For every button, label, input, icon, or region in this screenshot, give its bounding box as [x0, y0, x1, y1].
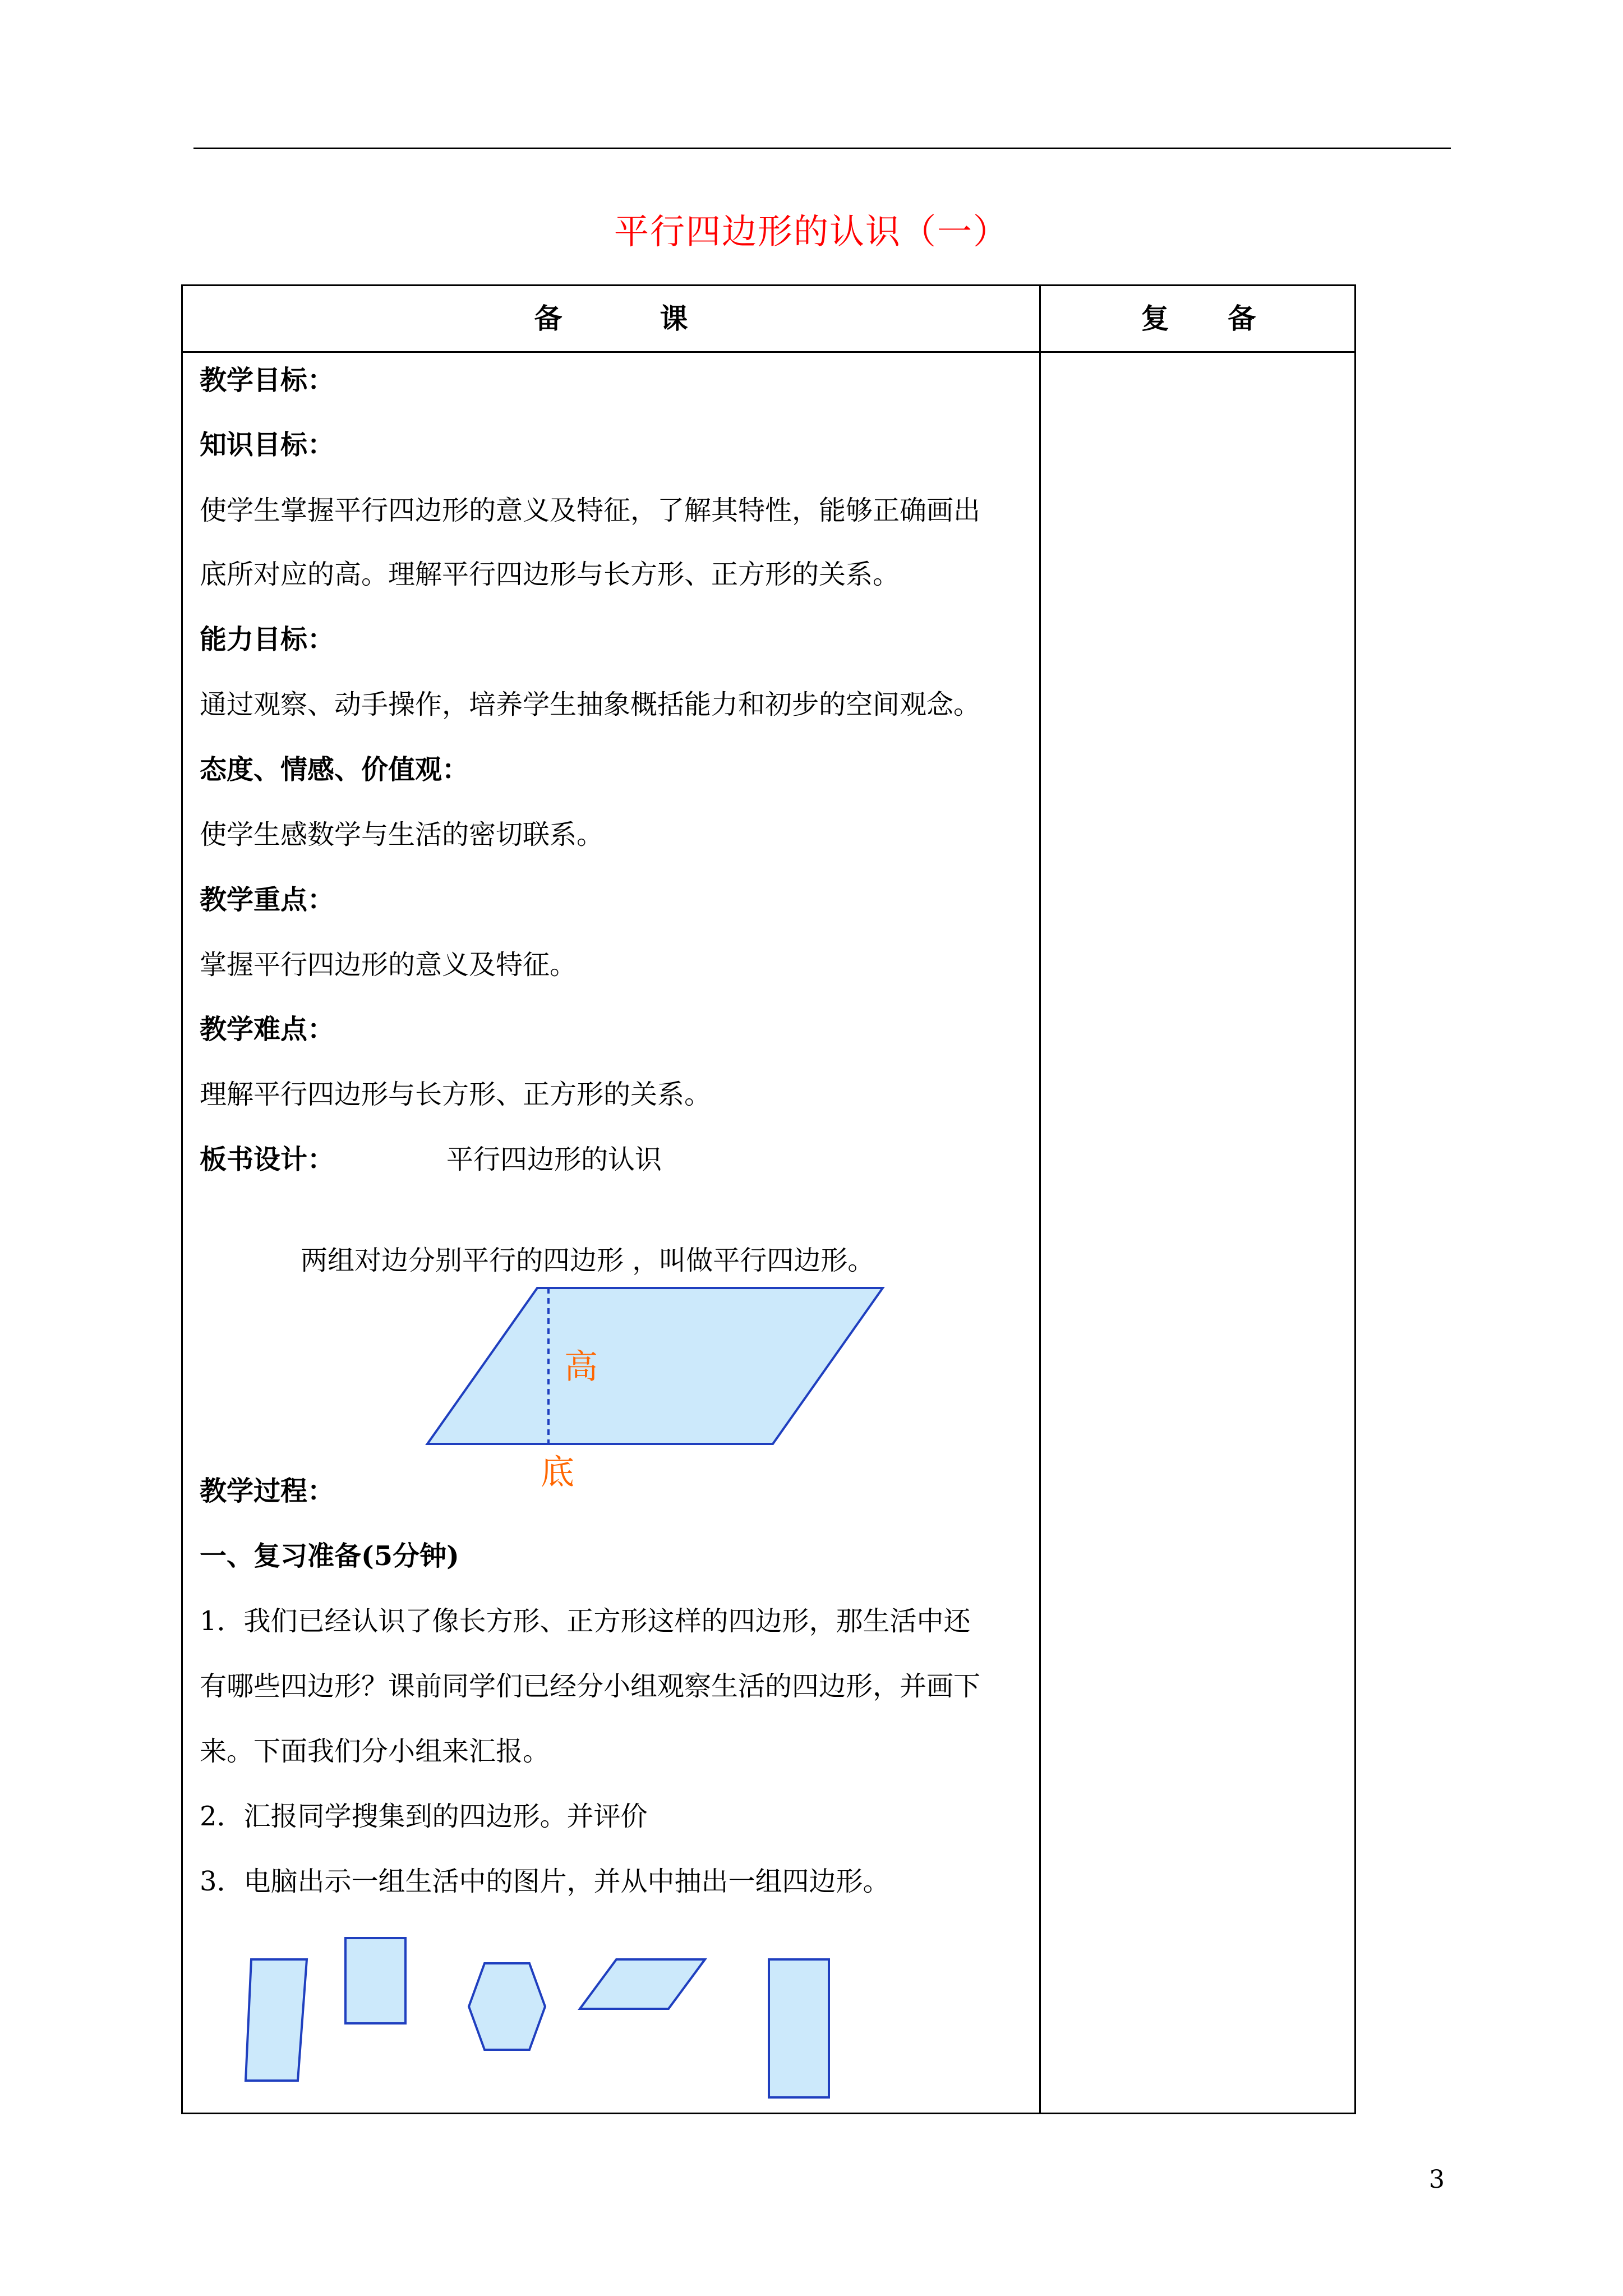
small-parallelogram-shape: [580, 1959, 705, 2009]
process-step-2: 2．汇报同学搜集到的四边形。并评价: [200, 1801, 648, 1832]
parallelogram-figure: [427, 1288, 883, 1444]
process-step-1-line-2: 有哪些四边形？课前同学们已经分小组观察生活的四边形，并画下: [200, 1671, 981, 1702]
attitude-values-heading: 态度、情感、价值观：: [200, 754, 469, 785]
teaching-process-heading: 教学过程：: [200, 1475, 335, 1507]
knowledge-goals-text-2: 底所对应的高。理解平行四边形与长方形、正方形的关系。: [200, 559, 900, 590]
board-design-heading: 板书设计：: [200, 1144, 335, 1175]
knowledge-goals-heading: 知识目标：: [200, 429, 335, 461]
attitude-values-text: 使学生感数学与生活的密切联系。: [200, 819, 604, 850]
base-label: 底: [541, 1453, 574, 1492]
header-review-notes: 复 备: [1141, 302, 1256, 335]
lesson-plan-table: [181, 284, 1356, 2114]
review-preparation-heading: 一、复习准备(5分钟): [200, 1540, 459, 1572]
hexagon-shape: [469, 1963, 545, 2050]
teaching-goals-heading: 教学目标：: [200, 365, 335, 396]
difficulties-text: 理解平行四边形与长方形、正方形的关系。: [200, 1079, 712, 1110]
figures-layer: [183, 286, 1358, 2116]
header-prepare-lesson: 备 课: [534, 302, 688, 335]
ability-goals-heading: 能力目标：: [200, 624, 335, 655]
key-points-heading: 教学重点：: [200, 884, 335, 915]
document-title: 平行四边形的认识（一）: [614, 211, 1009, 252]
page-number: 3: [1429, 2165, 1445, 2194]
slanted-quadrilateral-shape: [246, 1959, 307, 2081]
tall-rectangle-shape: [769, 1959, 829, 2097]
small-rectangle-shape: [345, 1938, 405, 2023]
height-label: 高: [564, 1347, 598, 1387]
header-rule: [193, 148, 1451, 149]
knowledge-goals-text-1: 使学生掌握平行四边形的意义及特征，了解其特性，能够正确画出: [200, 495, 981, 526]
process-step-3: 3．电脑出示一组生活中的图片，并从中抽出一组四边形。: [200, 1866, 890, 1897]
process-step-1-line-1: 1．我们已经认识了像长方形、正方形这样的四边形，那生活中还: [200, 1605, 971, 1637]
process-step-1-line-3: 来。下面我们分小组来汇报。: [200, 1736, 550, 1767]
key-points-text: 掌握平行四边形的意义及特征。: [200, 949, 577, 981]
difficulties-heading: 教学难点：: [200, 1014, 335, 1045]
board-design-title: 平行四边形的认识: [446, 1144, 662, 1175]
ability-goals-text: 通过观察、动手操作，培养学生抽象概括能力和初步的空间观念。: [200, 689, 981, 720]
parallelogram-definition: 两组对边分别平行的四边形 ，叫做平行四边形。: [301, 1245, 875, 1276]
